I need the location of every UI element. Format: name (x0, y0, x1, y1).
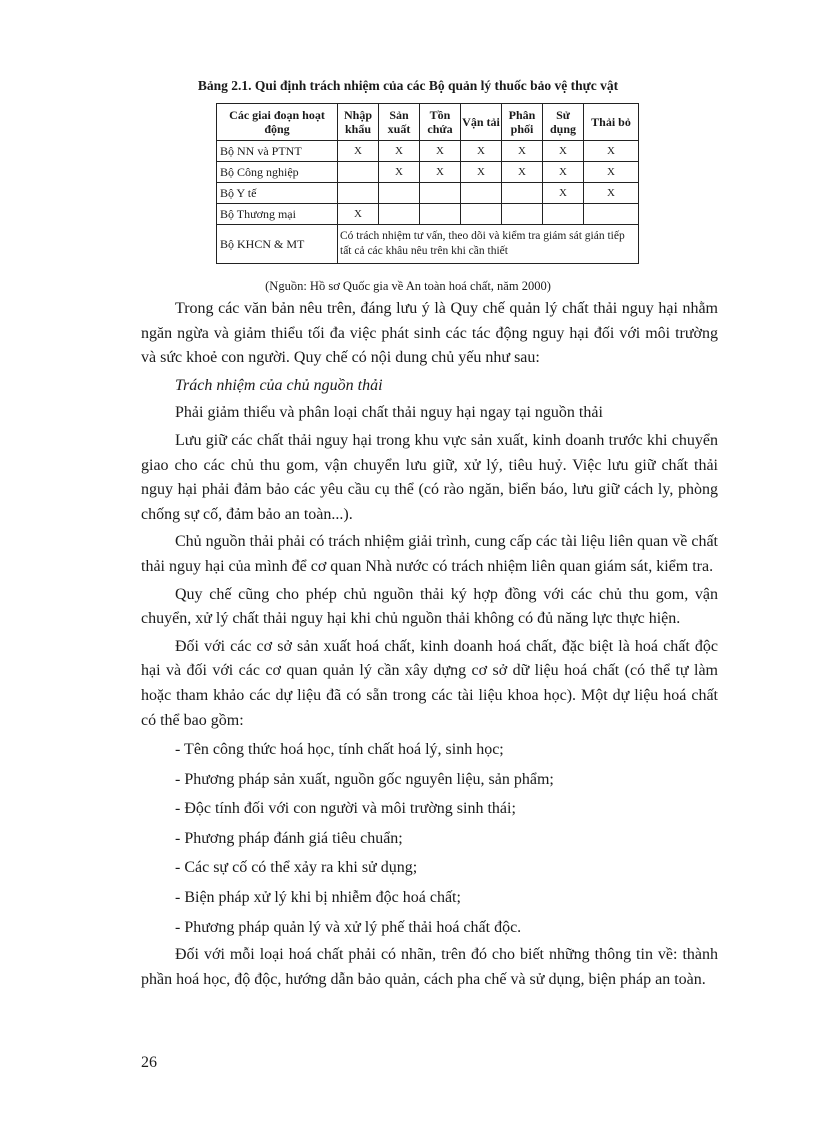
list-item: - Tên công thức hoá học, tính chất hoá lý, sinh học; (175, 741, 504, 759)
list-item: - Biện pháp xử lý khi bị nhiễm độc hoá chất; (175, 889, 461, 907)
paragraph: Quy chế cũng cho phép chủ nguồn thải ký hợp đồng với các chủ thu gom, vận chuyển, xử lý chất thải nguy hại khi chủ nguồn thải không có đủ năng lực thực hiện. (141, 585, 718, 628)
list-item: - Các sự cố có thể xảy ra khi sử dụng; (175, 859, 418, 877)
section-subheading: Trách nhiệm của chủ nguồn thải (175, 376, 383, 394)
table-row (217, 162, 639, 183)
row-mark (338, 162, 379, 183)
row-mark: X (543, 162, 584, 183)
table-header-row (217, 104, 639, 141)
header-distribution: Phân phối (502, 104, 543, 141)
row-mark (584, 204, 639, 225)
paragraph: Phải giảm thiểu và phân loại chất thải nguy hại ngay tại nguồn thải (175, 404, 603, 422)
row-mark (379, 183, 420, 204)
paragraph: Đối với mỗi loại hoá chất phải có nhãn, trên đó cho biết những thông tin về: thành phần hoá học, độ độc, hướng dẫn bảo quản, cách pha chế và sử dụng, biện pháp an toàn. (141, 946, 718, 988)
row-mark (502, 183, 543, 204)
row-mark: X (543, 183, 584, 204)
row-mark: X (461, 141, 502, 162)
row-org: Bộ NN và PTNT (217, 141, 338, 162)
row-org: Bộ KHCN & MT (217, 225, 338, 264)
row-mark: X (420, 141, 461, 162)
header-storage: Tồn chứa (420, 104, 461, 141)
row-mark: X (420, 162, 461, 183)
row-mark (461, 204, 502, 225)
row-mark: X (461, 162, 502, 183)
row-mark: X (379, 162, 420, 183)
header-import: Nhập khẩu (338, 104, 379, 141)
responsibility-table (216, 103, 639, 264)
list-item: - Phương pháp quản lý và xử lý phế thải hoá chất độc. (175, 918, 522, 936)
list-item: - Độc tính đối với con người và môi trường sinh thái; (175, 800, 516, 818)
row-mark: X (584, 141, 639, 162)
table-row (217, 183, 639, 204)
list-item: - Phương pháp đánh giá tiêu chuẩn; (175, 829, 403, 847)
table-row (217, 225, 639, 264)
table-source: (Nguồn: Hồ sơ Quốc gia về An toàn hoá chất, năm 2000) (265, 279, 551, 293)
row-mark (502, 204, 543, 225)
header-stage: Các giai đoạn hoạt động (217, 104, 338, 141)
row-mark (420, 204, 461, 225)
header-transport: Vận tải (461, 104, 502, 141)
row-mark (379, 204, 420, 225)
paragraph: Đối với các cơ sở sản xuất hoá chất, kinh doanh hoá chất, đặc biệt là hoá chất độc hại và đối với các cơ quan quản lý cần xây dựng cơ sở dữ liệu hoá chất (có thể tự làm hoặc tham khảo các dự liệu đã có sẵn trong các tài liệu khoa học). Một dự liệu hoá chất có thể bao gồm: (141, 637, 718, 729)
row-mark (461, 183, 502, 204)
body-text (141, 297, 718, 992)
table-caption: Bảng 2.1. Qui định trách nhiệm của các Bộ quản lý thuốc bảo vệ thực vật (197, 78, 619, 93)
page-number: 26 (141, 1054, 157, 1071)
paragraph: Chủ nguồn thải phải có trách nhiệm giải trình, cung cấp các tài liệu liên quan về chất thải nguy hại của mình để cơ quan Nhà nước có trách nhiệm liên quan giám sát, kiểm tra. (141, 533, 718, 575)
row-mark: X (584, 162, 639, 183)
header-production: Sản xuất (379, 104, 420, 141)
row-note: Có trách nhiệm tư vấn, theo dõi và kiểm tra giám sát gián tiếp tất cả các khâu nêu trên khi cần thiết (338, 225, 639, 264)
table-row (217, 141, 639, 162)
paragraph: Trong các văn bản nêu trên, đáng lưu ý là Quy chế quản lý chất thải nguy hại nhằm ngăn ngừa và giảm thiểu tối đa việc phát sinh các tác động nguy hại đối với môi trường và sức khoẻ con người. Quy chế có nội dung chủ yếu như sau: (141, 300, 718, 367)
row-org: Bộ Công nghiệp (217, 162, 338, 183)
row-mark: X (338, 141, 379, 162)
row-mark (420, 183, 461, 204)
list-item: - Phương pháp sản xuất, nguồn gốc nguyên liệu, sản phẩm; (175, 770, 554, 788)
row-mark: X (338, 204, 379, 225)
header-usage: Sử dụng (543, 104, 584, 141)
row-org: Bộ Thương mại (217, 204, 338, 225)
row-mark: X (584, 183, 639, 204)
row-mark: X (502, 162, 543, 183)
row-mark: X (379, 141, 420, 162)
row-mark (543, 204, 584, 225)
paragraph: Lưu giữ các chất thải nguy hại trong khu vực sản xuất, kinh doanh trước khi chuyển giao cho các chủ thu gom, vận chuyển lưu giữ, xử lý, tiêu huỷ. Việc lưu giữ chất thải nguy hại phải đảm bảo các yêu cầu cụ thể (có rào ngăn, biển báo, lưu giữ cách ly, phòng chống sự cố, đảm bảo an toàn...). (141, 431, 718, 523)
row-mark: X (543, 141, 584, 162)
table-row (217, 204, 639, 225)
row-mark: X (502, 141, 543, 162)
row-mark (338, 183, 379, 204)
row-org: Bộ Y tế (217, 183, 338, 204)
header-disposal: Thải bỏ (584, 104, 639, 141)
